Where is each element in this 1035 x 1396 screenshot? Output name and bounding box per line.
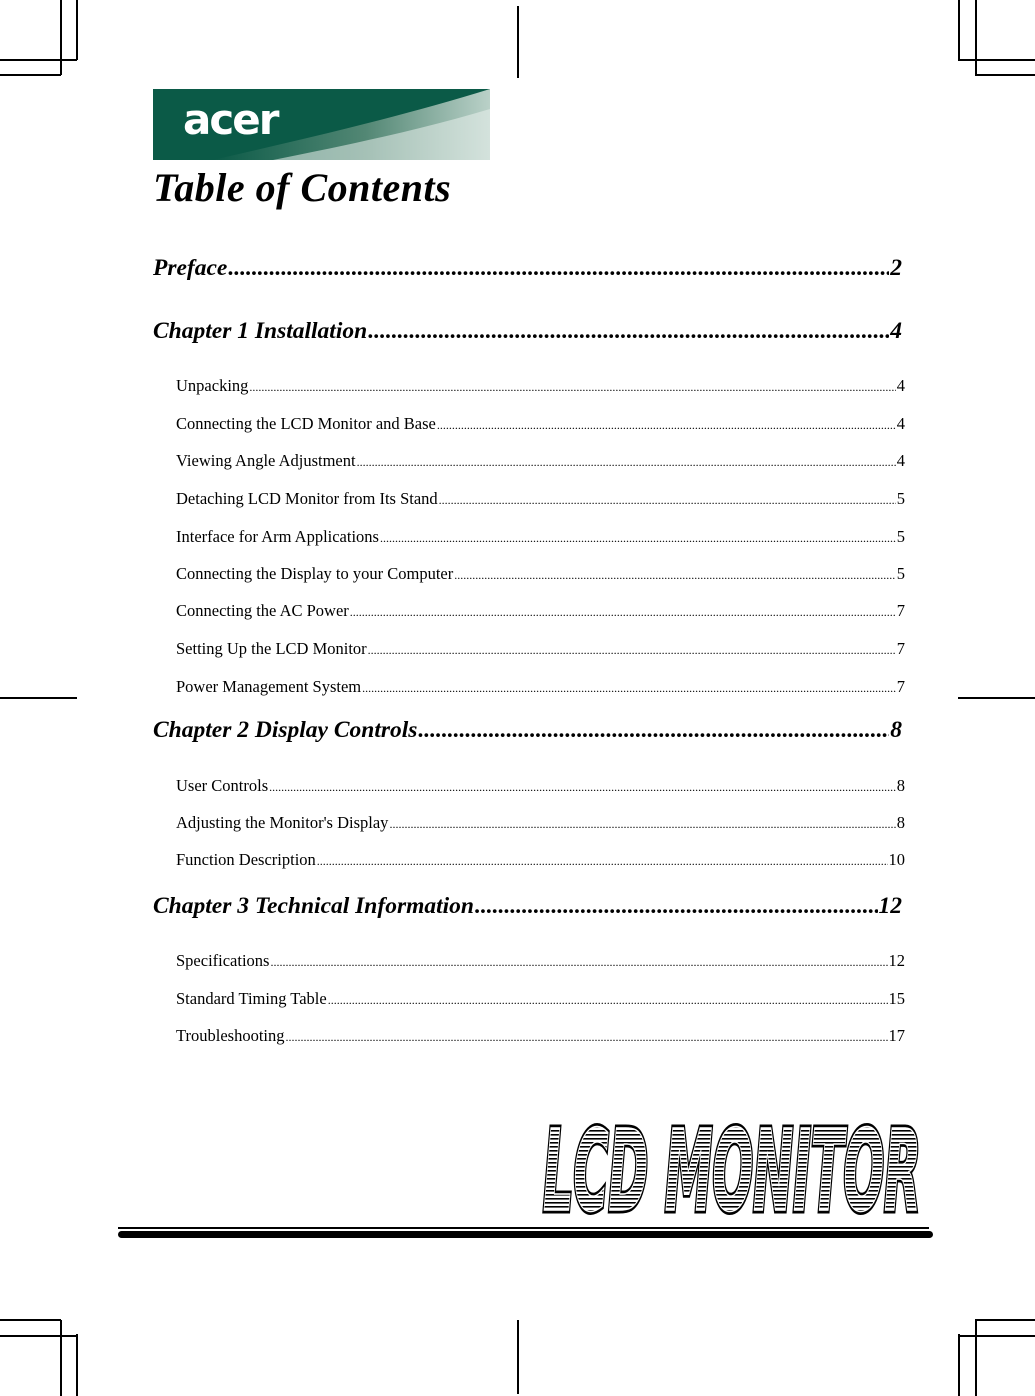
- toc-entry-page: 5: [896, 527, 905, 546]
- toc-entry-page: 4: [896, 376, 905, 395]
- toc-entry-label: Function Description: [176, 850, 316, 869]
- toc-leader-dots: [380, 531, 896, 546]
- toc-section-entry[interactable]: [176, 677, 905, 697]
- toc-leader-dots: [228, 255, 889, 282]
- toc-entry-page: 8: [896, 776, 905, 795]
- logo-wordmark: acer: [183, 95, 278, 144]
- toc-entry-label: Chapter 1 Installation: [153, 318, 368, 344]
- toc-entry-page: 4: [896, 414, 905, 433]
- toc-section-entry[interactable]: [176, 813, 905, 833]
- toc-leader-dots: [249, 380, 895, 395]
- toc-section-entry[interactable]: [176, 1026, 905, 1046]
- toc-entry-page: 8: [890, 717, 902, 743]
- toc-entry-page: 2: [890, 255, 902, 281]
- toc-entry-label: User Controls: [176, 776, 269, 795]
- footer-rule-thick: [118, 1231, 933, 1238]
- toc-leader-dots: [475, 893, 877, 920]
- toc-entry-label: Standard Timing Table: [176, 989, 327, 1008]
- toc-section-entry[interactable]: [176, 639, 905, 659]
- toc-entry-page: 7: [896, 677, 905, 696]
- footer-rule-thin: [118, 1227, 929, 1229]
- toc-entry-label: Detaching LCD Monitor from Its Stand: [176, 489, 438, 508]
- toc-leader-dots: [269, 780, 896, 795]
- toc-entry-page: 12: [878, 893, 902, 919]
- toc-leader-dots: [317, 854, 888, 869]
- page-title: Table of Contents: [153, 165, 452, 210]
- toc-entry-page: 15: [888, 989, 905, 1008]
- toc-entry-label: Connecting the Display to your Computer: [176, 564, 454, 583]
- toc-entry-page: 7: [896, 601, 905, 620]
- toc-leader-dots: [368, 643, 896, 658]
- toc-section-entry[interactable]: [176, 850, 905, 870]
- toc-entry-label: Setting Up the LCD Monitor: [176, 639, 367, 658]
- toc-entry-page: 5: [896, 564, 905, 583]
- toc-chapter-entry[interactable]: [153, 255, 902, 282]
- toc-leader-dots: [368, 318, 889, 345]
- toc-entry-page: 4: [890, 318, 902, 344]
- toc-chapter-entry[interactable]: [153, 893, 902, 920]
- toc-entry-label: Chapter 3 Technical Information: [153, 893, 475, 919]
- toc-entry-label: Connecting the LCD Monitor and Base: [176, 414, 436, 433]
- toc-section-entry[interactable]: [176, 414, 905, 434]
- toc-chapter-entry[interactable]: [153, 318, 902, 345]
- toc-leader-dots: [437, 418, 896, 433]
- svg-text:LCD MONITOR: LCD MONITOR: [543, 1118, 921, 1222]
- toc-entry-label: Troubleshooting: [176, 1026, 285, 1045]
- toc-entry-label: Power Management System: [176, 677, 362, 696]
- lcd-monitor-wordmark: [536, 1118, 928, 1222]
- toc-leader-dots: [357, 455, 896, 470]
- toc-leader-dots: [389, 817, 895, 832]
- toc-leader-dots: [286, 1030, 888, 1045]
- toc-section-entry[interactable]: [176, 451, 905, 471]
- toc-leader-dots: [270, 955, 887, 970]
- toc-leader-dots: [418, 717, 889, 744]
- toc-section-entry[interactable]: [176, 601, 905, 621]
- toc-entry-page: 5: [896, 489, 905, 508]
- toc-entry-label: Preface: [153, 255, 228, 281]
- toc-entry-label: Chapter 2 Display Controls: [153, 717, 418, 743]
- toc-entry-label: Specifications: [176, 951, 270, 970]
- toc-leader-dots: [362, 681, 896, 696]
- toc-entry-label: Interface for Arm Applications: [176, 527, 379, 546]
- toc-section-entry[interactable]: [176, 376, 905, 396]
- toc-leader-dots: [439, 493, 896, 508]
- toc-entry-label: Viewing Angle Adjustment: [176, 451, 356, 470]
- toc-entry-label: Unpacking: [176, 376, 249, 395]
- toc-entry-label: Adjusting the Monitor's Display: [176, 813, 389, 832]
- svg-text:LCD MONITOR: LCD MONITOR: [543, 1118, 921, 1222]
- toc-leader-dots: [328, 993, 888, 1008]
- toc-section-entry[interactable]: [176, 564, 905, 584]
- toc-entry-page: 8: [896, 813, 905, 832]
- toc-section-entry[interactable]: [176, 527, 905, 547]
- toc-section-entry[interactable]: [176, 489, 905, 509]
- toc-chapter-entry[interactable]: [153, 717, 902, 744]
- toc-leader-dots: [454, 568, 895, 583]
- toc-section-entry[interactable]: [176, 989, 905, 1009]
- toc-entry-page: 10: [888, 850, 905, 869]
- toc-entry-page: 4: [896, 451, 905, 470]
- toc-entry-page: 12: [888, 951, 905, 970]
- toc-section-entry[interactable]: [176, 951, 905, 971]
- toc-section-entry[interactable]: [176, 776, 905, 796]
- toc-entry-page: 7: [896, 639, 905, 658]
- toc-entry-label: Connecting the AC Power: [176, 601, 349, 620]
- toc-entry-page: 17: [888, 1026, 905, 1045]
- toc-leader-dots: [350, 605, 896, 620]
